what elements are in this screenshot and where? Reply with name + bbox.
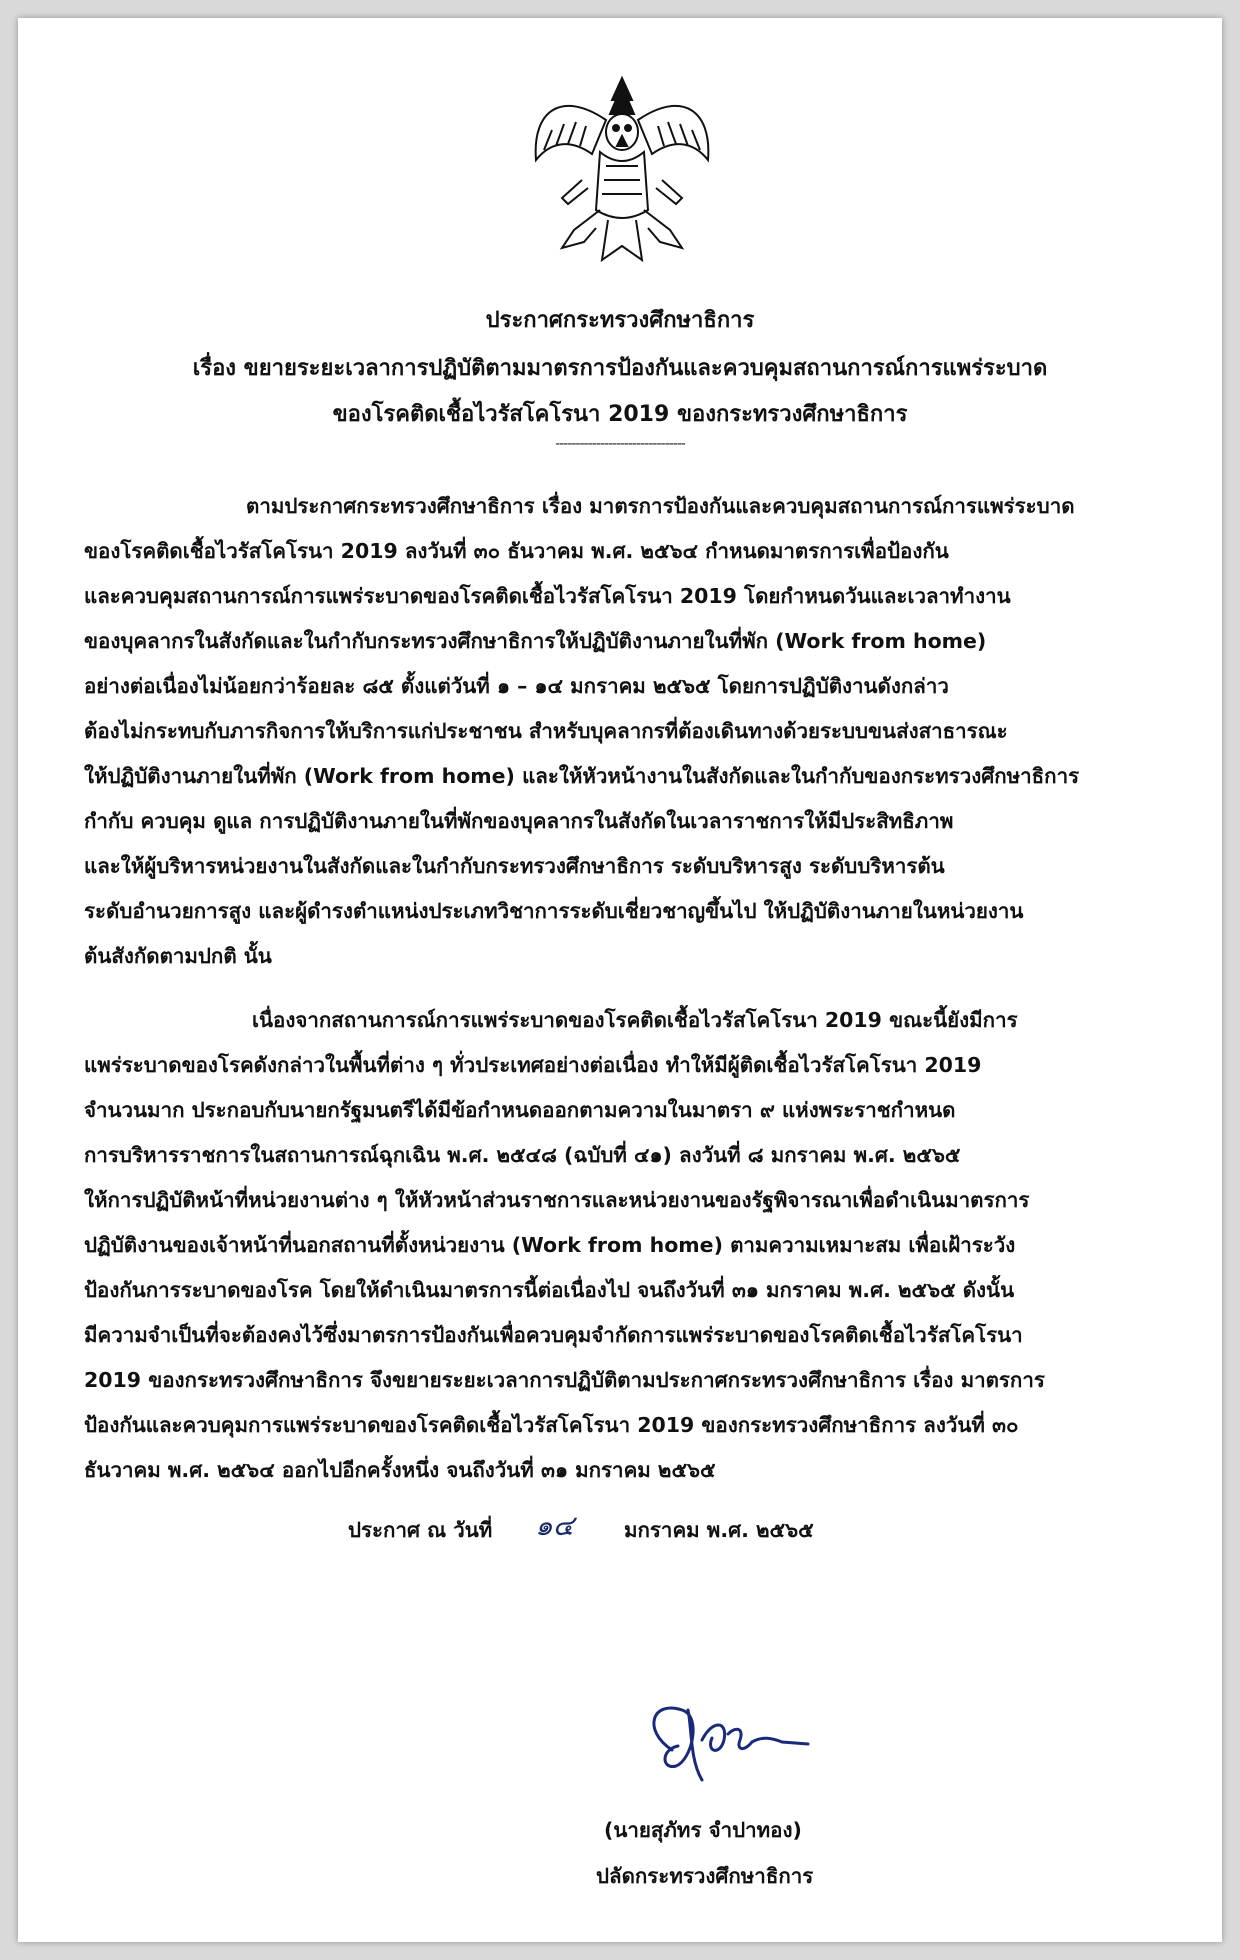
signature-image xyxy=(632,1690,852,1810)
paragraph-2-line: การบริหารราชการในสถานการณ์ฉุกเฉิน พ.ศ. ๒๕๔๘ (ฉบับที่ ๔๑) ลงวันที่ ๘ มกราคม พ.ศ. ๒๕๖๕ xyxy=(84,1143,961,1167)
paragraph-2-line: เนื่องจากสถานการณ์การแพร่ระบาดของโรคติดเชื้อไวรัสโคโรนา 2019 ขณะนี้ยังมีการ xyxy=(252,1008,1018,1032)
paragraph-2-line: ปฏิบัติงานของเจ้าหน้าที่นอกสถานที่ตั้งหน่วยงาน (Work from home) ตามความเหมาะสม เพื่อเฝ้าระวัง xyxy=(84,1233,1016,1257)
paragraph-1-line: และให้ผู้บริหารหน่วยงานในสังกัดและในกำกับกระทรวงศึกษาธิการ ระดับบริหารสูง ระดับบริหารต้น xyxy=(84,854,945,878)
date-month-year: มกราคม พ.ศ. ๒๕๖๕ xyxy=(624,1518,814,1542)
date-day-handwritten: ๑๔ xyxy=(535,1509,574,1542)
paragraph-1-line: ของโรคติดเชื้อไวรัสโคโรนา 2019 ลงวันที่ ๓๐ ธันวาคม พ.ศ. ๒๕๖๔ กำหนดมาตรการเพื่อป้องกัน xyxy=(84,539,949,563)
paragraph-1-line: กำกับ ควบคุม ดูแล การปฏิบัติงานภายในที่พักของบุคลากรในสังกัดในเวลาราชการให้มีประสิทธิภาพ xyxy=(84,809,954,833)
issuer-heading: ประกาศกระทรวงศึกษาธิการ xyxy=(485,308,755,333)
signatory-title: ปลัดกระทรวงศึกษาธิการ xyxy=(596,1864,814,1888)
paragraph-2-line: ป้องกันการระบาดของโรค โดยให้ดำเนินมาตรการนี้ต่อเนื่องไป จนถึงวันที่ ๓๑ มกราคม พ.ศ. ๒๕๖๕ ดังนั้น xyxy=(84,1278,1015,1302)
paragraph-2-line: ให้การปฏิบัติหน้าที่หน่วยงานต่าง ๆ ให้หัวหน้าส่วนราชการและหน่วยงานของรัฐพิจารณาเพื่อดำเนินมาตรการ xyxy=(84,1188,1030,1212)
paragraph-1-line: ระดับอำนวยการสูง และผู้ดำรงตำแหน่งประเภทวิชาการระดับเชี่ยวชาญขึ้นไป ให้ปฏิบัติงานภายในหน่วยงาน xyxy=(84,899,1024,923)
subject-line-1: เรื่อง ขยายระยะเวลาการปฏิบัติตามมาตรการป้องกันและควบคุมสถานการณ์การแพร่ระบาด xyxy=(192,356,1048,381)
paragraph-2-line: ธันวาคม พ.ศ. ๒๕๖๔ ออกไปอีกครั้งหนึ่ง จนถึงวันที่ ๓๑ มกราคม ๒๕๖๕ xyxy=(84,1458,716,1482)
paragraph-1-line: อย่างต่อเนื่องไม่น้อยกว่าร้อยละ ๘๕ ตั้งแต่วันที่ ๑ – ๑๔ มกราคม ๒๕๖๕ โดยการปฏิบัติงานดังกล่าว xyxy=(84,674,949,698)
paragraph-1-line: ต้นสังกัดตามปกติ นั้น xyxy=(84,944,272,968)
paragraph-2-line: ป้องกันและควบคุมการแพร่ระบาดของโรคติดเชื้อไวรัสโคโรนา 2019 ของกระทรวงศึกษาธิการ ลงวันที่ ๓๐ xyxy=(84,1413,1019,1437)
divider-line: -------------------------------- xyxy=(555,436,685,452)
paragraph-1-line: ต้องไม่กระทบกับภารกิจการให้บริการแก่ประชาชน สำหรับบุคลากรที่ต้องเดินทางด้วยระบบขนส่งสาธารณะ xyxy=(84,719,1008,743)
paragraph-2-line: จำนวนมาก ประกอบกับนายกรัฐมนตรีได้มีข้อกำหนดออกตามความในมาตรา ๙ แห่งพระราชกำหนด xyxy=(84,1098,956,1122)
paragraph-1-line: ตามประกาศกระทรวงศึกษาธิการ เรื่อง มาตรการป้องกันและควบคุมสถานการณ์การแพร่ระบาด xyxy=(246,494,1075,518)
garuda-emblem xyxy=(522,70,722,270)
paragraph-1-line: และควบคุมสถานการณ์การแพร่ระบาดของโรคติดเชื้อไวรัสโคโรนา 2019 โดยกำหนดวันและเวลาทำงาน xyxy=(84,584,1011,608)
subject-line-2: ของโรคติดเชื้อไวรัสโคโรนา 2019 ของกระทรวงศึกษาธิการ xyxy=(332,402,908,427)
paragraph-2-line: มีความจำเป็นที่จะต้องคงไว้ซึ่งมาตรการป้องกันเพื่อควบคุมจำกัดการแพร่ระบาดของโรคติดเชื้อไวรัสโคโรนา xyxy=(84,1323,1023,1347)
paragraph-2-line: 2019 ของกระทรวงศึกษาธิการ จึงขยายระยะเวลาการปฏิบัติตามประกาศกระทรวงศึกษาธิการ เรื่อง มาตรการ xyxy=(84,1368,1045,1392)
paragraph-1-line: ของบุคลากรในสังกัดและในกำกับกระทรวงศึกษาธิการให้ปฏิบัติงานภายในที่พัก (Work from home) xyxy=(84,629,987,653)
date-prefix: ประกาศ ณ วันที่ xyxy=(348,1518,493,1542)
paragraph-1-line: ให้ปฏิบัติงานภายในที่พัก (Work from home) และให้หัวหน้างานในสังกัดและในกำกับของกระทรวงศึกษาธิการ xyxy=(84,764,1080,788)
paragraph-2-line: แพร่ระบาดของโรคดังกล่าวในพื้นที่ต่าง ๆ ทั่วประเทศอย่างต่อเนื่อง ทำให้มีผู้ติดเชื้อไวรัสโคโรนา 2019 xyxy=(84,1053,982,1077)
signatory-name: (นายสุภัทร จำปาทอง) xyxy=(604,1818,802,1842)
